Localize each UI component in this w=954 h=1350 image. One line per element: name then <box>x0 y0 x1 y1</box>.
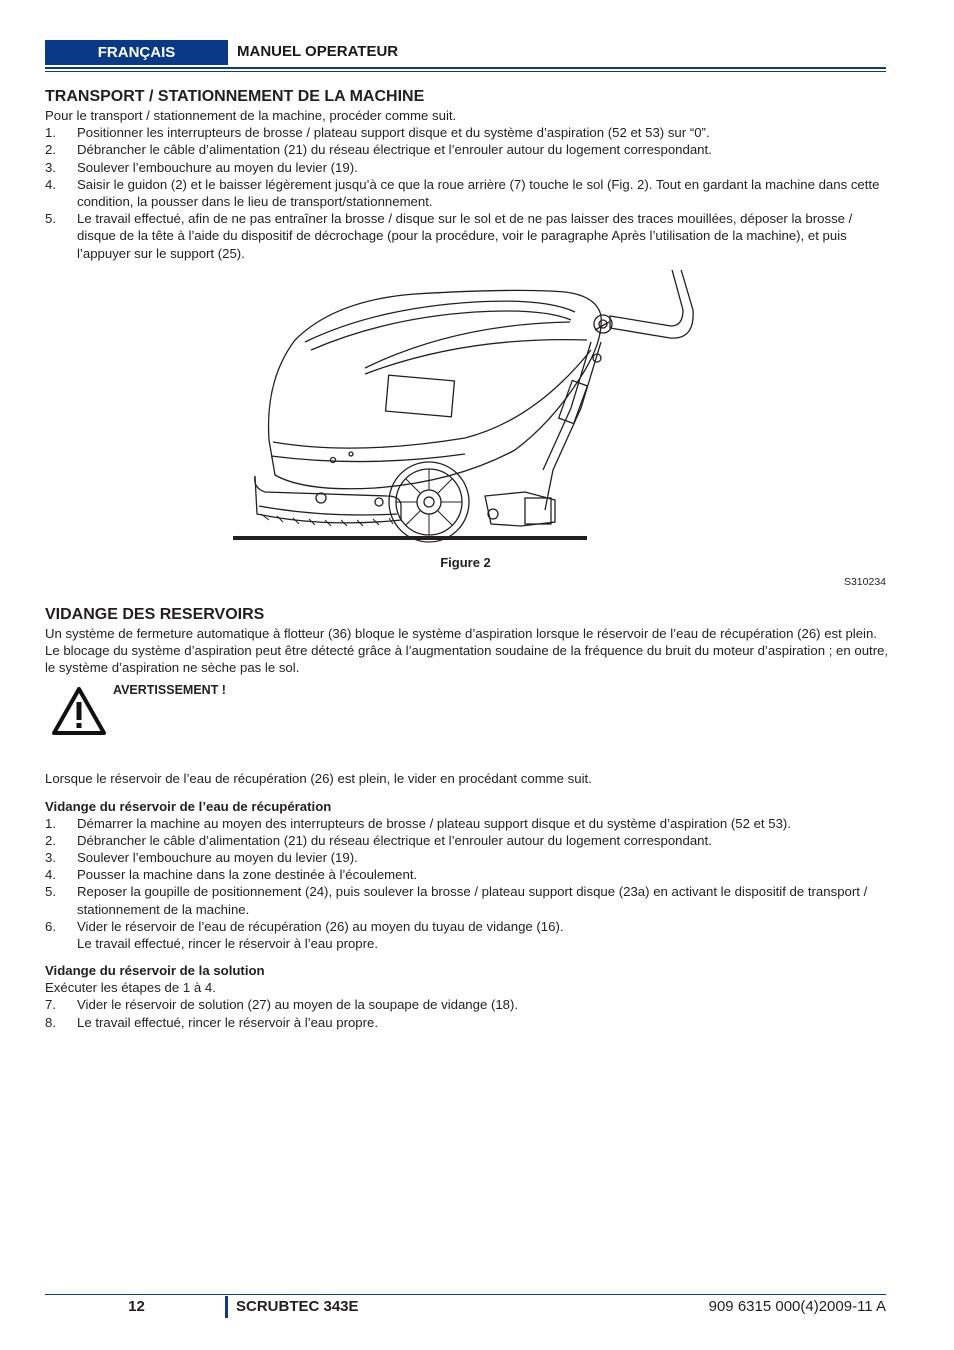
step-number: 5. <box>45 211 56 227</box>
step-text: Positionner les interrupteurs de brosse / plateau support disque et du système d’aspiration (52 et 53) sur “0”. <box>77 125 710 141</box>
section-heading-vidange: VIDANGE DES RESERVOIRS <box>45 605 265 623</box>
page-content <box>45 86 890 1031</box>
footer-rule <box>45 1294 886 1295</box>
page-number: 12 <box>128 1298 145 1315</box>
step-number: 4. <box>45 176 56 192</box>
step-text: Le travail effectué, rincer le réservoir à l’eau propre. <box>77 1014 379 1030</box>
subsection-heading: Vidange du réservoir de la solution <box>45 963 265 979</box>
step-text: Vider le réservoir de solution (27) au moyen de la soupape de vidange (18). <box>77 997 519 1013</box>
step-number: 8. <box>45 1014 56 1030</box>
list-item <box>45 210 890 262</box>
list-item <box>45 918 890 935</box>
step-number: 2. <box>45 832 56 848</box>
list-item <box>45 883 890 917</box>
step-number: 1. <box>45 815 56 831</box>
warning-block <box>45 680 890 770</box>
model-name: SCRUBTEC 343E <box>236 1298 359 1315</box>
step-number: 6. <box>45 918 56 934</box>
list-item <box>45 124 890 141</box>
step-number: 5. <box>45 884 56 900</box>
step-number: 7. <box>45 997 56 1013</box>
list-item <box>45 176 890 210</box>
list-item <box>45 141 890 158</box>
step-text: Le travail effectué, afin de ne pas entraîner la brosse / disque sur le sol et de ne pas laisser des traces mouillées, déposer la brosse / disque de la tête à l’aide du dispositif de décrochage (pour la procédure, voir le paragraphe Après l’utilisation de la machine), et puis l’appuyer sur le support (25). <box>77 211 853 261</box>
step-number: 1. <box>45 125 56 141</box>
document-reference: 909 6315 000(4)2009-11 A <box>708 1298 886 1315</box>
figure-caption: Figure 2 <box>440 554 491 570</box>
list-item <box>45 1014 890 1031</box>
floor-scrubber-illustration <box>225 270 705 550</box>
paragraph: Exécuter les étapes de 1 à 4. <box>45 980 216 996</box>
list-item <box>45 832 890 849</box>
step-text: Reposer la goupille de positionnement (24), puis soulever la brosse / plateau support disque (23a) en activant le dispositif de transport / stationnement de la machine. <box>77 884 868 917</box>
section-intro: Pour le transport / stationnement de la machine, procéder comme suit. <box>45 108 457 123</box>
recovery-tank-steps <box>45 815 890 935</box>
transport-steps <box>45 124 890 262</box>
list-item <box>45 815 890 832</box>
header-rule <box>45 67 886 69</box>
list-item <box>45 866 890 883</box>
paragraph: Le blocage du système d’aspiration peut être détecté grâce à l’augmentation soudaine de la fréquence du bruit du moteur d’aspiration ; en outre, le système d’aspiration ne sèche pas le sol. <box>45 643 889 676</box>
figure-2 <box>45 262 890 604</box>
paragraph: Lorsque le réservoir de l’eau de récupération (26) est plein, le vider en procédant comme suit. <box>45 771 592 787</box>
step-text: Débrancher le câble d’alimentation (21) du réseau électrique et l’enrouler autour du logement correspondant. <box>77 142 712 158</box>
step-note: Le travail effectué, rincer le réservoir à l’eau propre. <box>77 936 379 952</box>
step-text: Vider le réservoir de l’eau de récupération (26) au moyen du tuyau de vidange (16). <box>77 918 564 934</box>
step-number: 2. <box>45 142 56 158</box>
language-tab: FRANÇAIS <box>45 40 228 65</box>
list-item <box>45 159 890 176</box>
step-text: Débrancher le câble d’alimentation (21) du réseau électrique et l’enrouler autour du logement correspondant. <box>77 832 712 848</box>
list-item <box>45 996 890 1013</box>
step-number: 4. <box>45 867 56 883</box>
subsection-heading: Vidange du réservoir de l’eau de récupération <box>45 798 332 814</box>
step-text: Soulever l’embouchure au moyen du levier (19). <box>77 850 358 866</box>
list-item <box>45 849 890 866</box>
section-heading-transport: TRANSPORT / STATIONNEMENT DE LA MACHINE <box>45 88 425 105</box>
step-number: 3. <box>45 850 56 866</box>
warning-triangle-icon <box>51 686 107 736</box>
warning-label: AVERTISSEMENT ! <box>113 683 226 698</box>
step-text: Soulever l’embouchure au moyen du levier (19). <box>77 159 358 175</box>
paragraph: Un système de fermeture automatique à flotteur (36) bloque le système d’aspiration lorsque le réservoir de l’eau de récupération (26) est plein. <box>45 625 877 641</box>
solution-tank-steps <box>45 996 890 1030</box>
step-text: Saisir le guidon (2) et le baisser légèrement jusqu’à ce que la roue arrière (7) touche le sol (Fig. 2). Tout en gardant la machine dans cette condition, la pousser dans le lieu de transport/stationnement. <box>77 176 880 210</box>
figure-code: S310234 <box>843 575 886 588</box>
header-rule-thin <box>45 71 886 72</box>
step-text: Démarrer la machine au moyen des interrupteurs de brosse / plateau support disque et du système d’aspiration (52 et 53). <box>77 815 791 831</box>
step-number: 3. <box>45 159 56 175</box>
step-text: Pousser la machine dans la zone destinée à l’écoulement. <box>77 867 418 883</box>
manual-title: MANUEL OPERATEUR <box>237 43 399 60</box>
